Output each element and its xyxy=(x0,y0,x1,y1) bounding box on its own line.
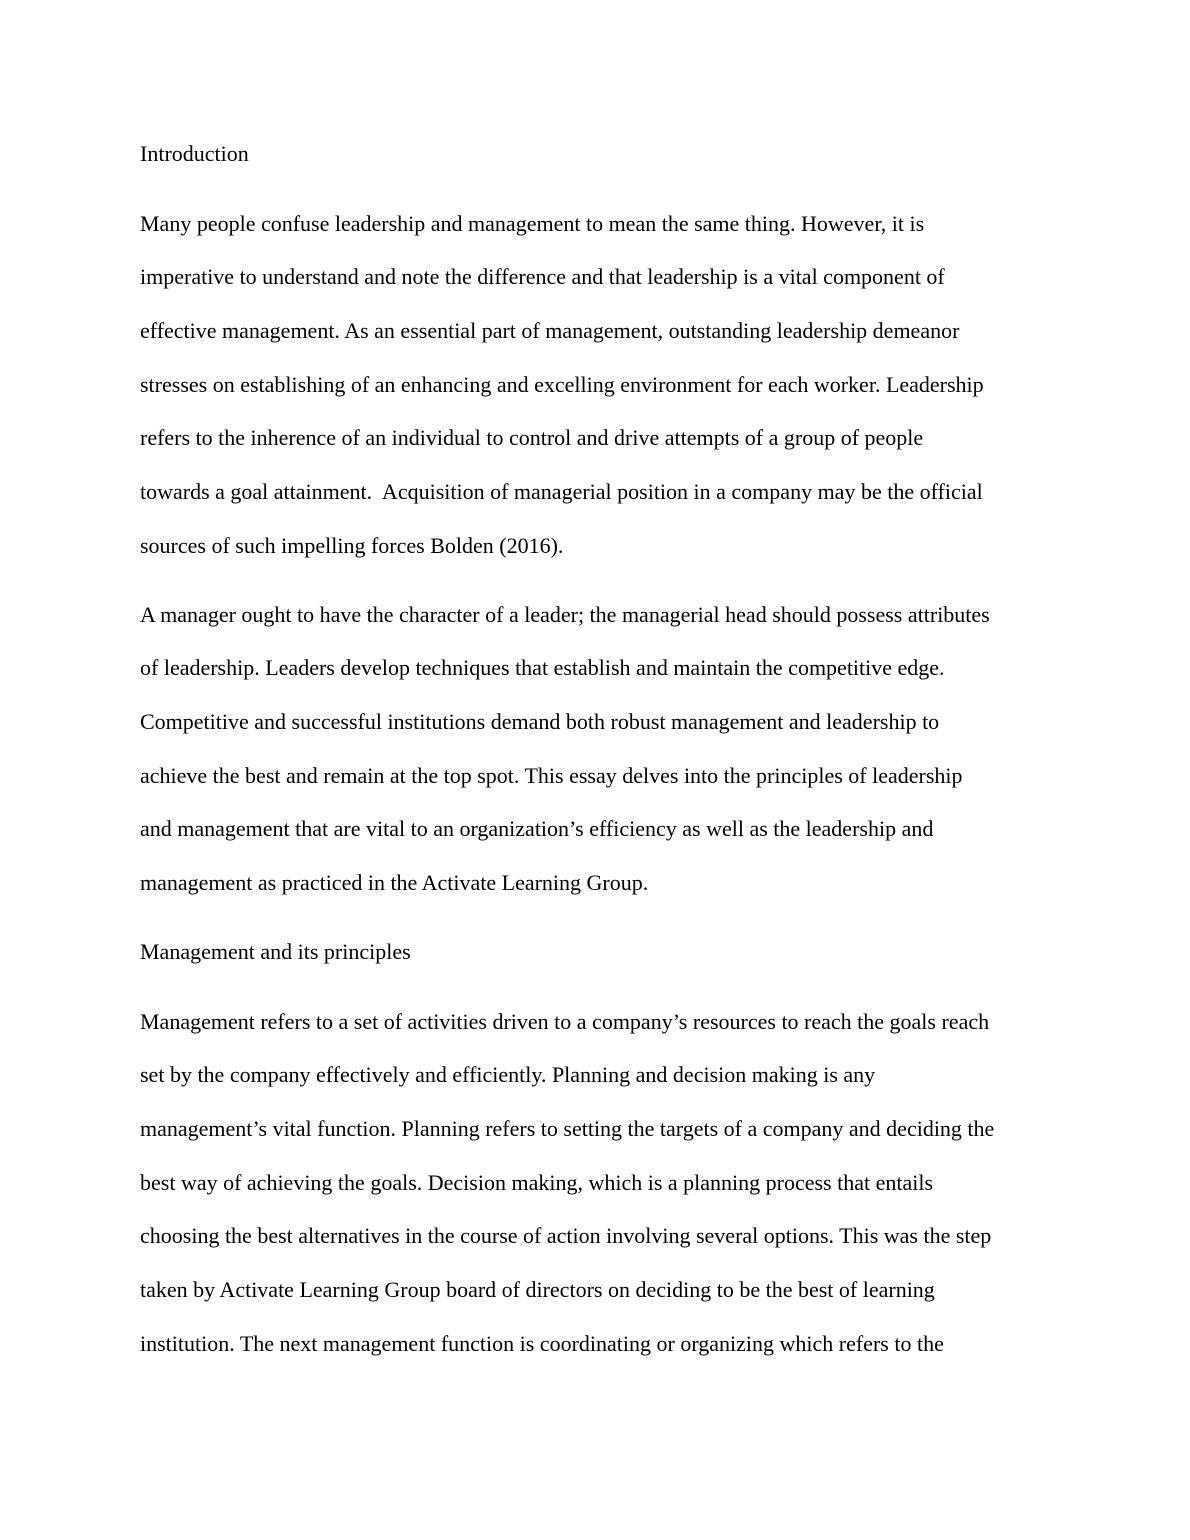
paragraph-line: achieve the best and remain at the top spot. This essay delves into the principles of leadership xyxy=(140,763,963,788)
paragraph-line: stresses on establishing of an enhancing and excelling environment for each worker. Leadership xyxy=(140,372,984,397)
paragraph-line: institution. The next management function is coordinating or organizing which refers to the xyxy=(140,1331,944,1356)
heading-management: Management and its principles xyxy=(140,939,411,964)
paragraph-line: management’s vital function. Planning refers to setting the targets of a company and deciding the xyxy=(140,1116,995,1141)
paragraph-line: refers to the inherence of an individual to control and drive attempts of a group of people xyxy=(140,425,924,450)
paragraph-line: taken by Activate Learning Group board of directors on deciding to be the best of learning xyxy=(140,1277,935,1302)
paragraph-line: Competitive and successful institutions demand both robust management and leadership to xyxy=(140,709,940,734)
heading-introduction: Introduction xyxy=(140,141,249,166)
paragraph-line: choosing the best alternatives in the course of action involving several options. This was the step xyxy=(140,1223,992,1248)
paragraph-line: A manager ought to have the character of a leader; the managerial head should possess attributes xyxy=(140,602,990,627)
paragraph-line: imperative to understand and note the difference and that leadership is a vital component of xyxy=(140,264,945,289)
paragraph-line: towards a goal attainment. Acquisition of managerial position in a company may be the official xyxy=(140,479,983,504)
paragraph-line: best way of achieving the goals. Decision making, which is a planning process that entails xyxy=(140,1170,934,1195)
paragraph-line: and management that are vital to an organization’s efficiency as well as the leadership and xyxy=(140,816,934,841)
paragraph-line: set by the company effectively and efficiently. Planning and decision making is any xyxy=(140,1062,876,1087)
paragraph-line: Many people confuse leadership and management to mean the same thing. However, it is xyxy=(140,211,925,236)
paragraph-line: sources of such impelling forces Bolden (2016). xyxy=(140,533,564,558)
paragraph-line: management as practiced in the Activate Learning Group. xyxy=(140,870,649,895)
paragraph-line: of leadership. Leaders develop techniques that establish and maintain the competitive edge. xyxy=(140,655,945,680)
paragraph-line: Management refers to a set of activities driven to a company’s resources to reach the goals reach xyxy=(140,1009,990,1034)
paragraph-line: effective management. As an essential part of management, outstanding leadership demeanor xyxy=(140,318,960,343)
